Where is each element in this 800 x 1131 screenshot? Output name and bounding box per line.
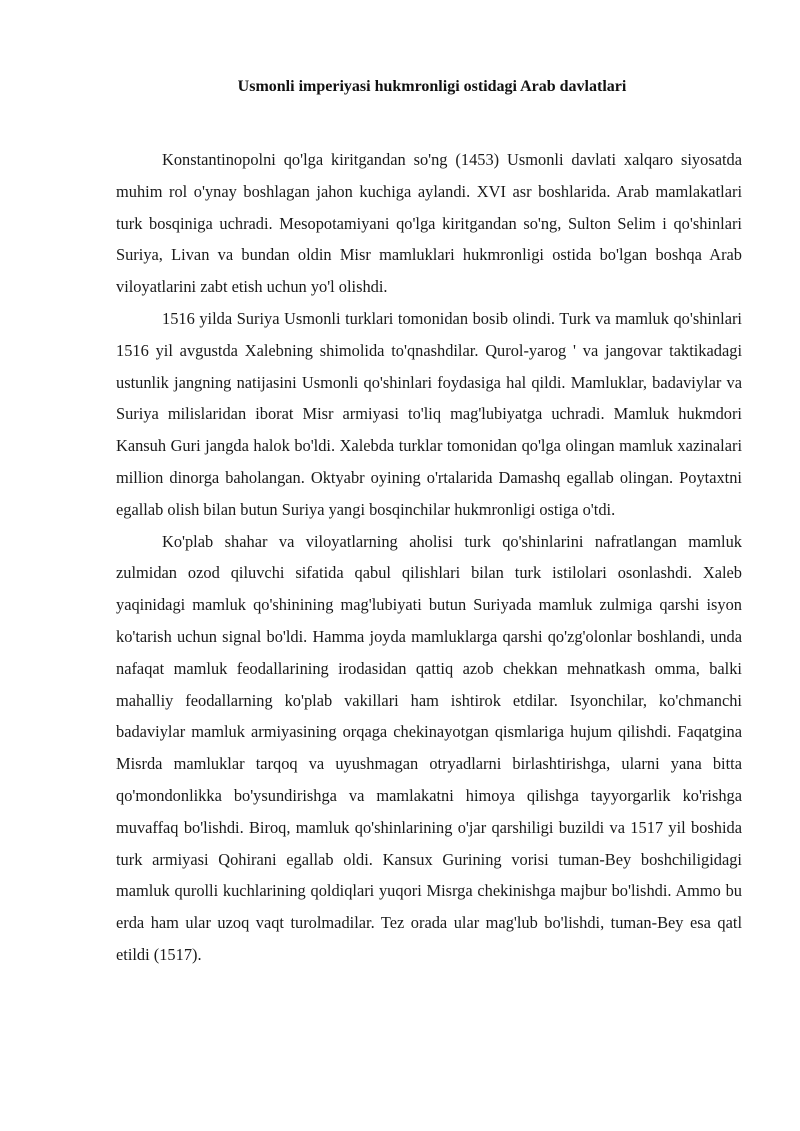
paragraph: Konstantinopolni qo'lga kiritgandan so'ng (1453) Usmonli davlati xalqaro siyosatda muhim rol o'ynay boshlagan jahon kuchiga aylandi. XVI asr boshlarida. Arab mamlakatlari turk bosqiniga uchradi. Mesopotamiyani qo'lga kiritgandan so'ng, Sulton Selim i qo'shinlari Suriya, Livan va bundan oldin Misr mamluklari hukmronligi ostida bo'lgan boshqa Arab viloyatlarini zabt etish uchun yo'l olishdi. [116,150,742,297]
document-body [116,144,742,971]
paragraph: 1516 yilda Suriya Usmonli turklari tomonidan bosib olindi. Turk va mamluk qo'shinlari 1516 yil avgustda Xalebning shimolida to'qnashdilar. Qurol-yarog ' va jangovar taktikadagi ustunlik jangning natijasini Usmonli qo'shinlari foydasiga hal qildi. Mamluklar, badaviylar va Suriya milislaridan iborat Misr armiyasi to'liq mag'lubiyatga uchradi. Mamluk hukmdori Kansuh Guri jangda halok bo'ldi. Xalebda turklar tomonidan qo'lga olingan mamluk xazinalari million dinorga baholangan. Oktyabr oyining o'rtalarida Damashq egallab olingan. Poytaxtni egallab olish bilan butun Suriya yangi bosqinchilar hukmronligi ostiga o'tdi. [116,308,742,519]
document-title: Usmonli imperiyasi hukmronligi ostidagi Arab davlatlari [237,78,627,95]
paragraph: Ko'plab shahar va viloyatlarning aholisi turk qo'shinlarini nafratlangan mamluk zulmidan ozod qiluvchi sifatida qabul qilishlari bilan turk istilolari osonlashdi. Xaleb yaqinidagi mamluk qo'shinining mag'lubiyati butun Suriyada mamluk zulmiga qarshi isyon ko'tarish uchun signal bo'ldi. Hamma joyda mamluklarga qarshi qo'zg'olonlar boshlandi, unda nafaqat mamluk feodallarining irodasidan qattiq azob chekkan mehnatkash omma, balki mahalliy feodallarning ko'plab vakillari ham ishtirok etdilar. Isyonchilar, ko'chmanchi badaviylar mamluk armiyasining orqaga chekinayotgan qismlariga hujum qilishdi. Faqatgina Misrda mamluklar tarqoq va uyushmagan otryadlarni birlashtirishga, ularni yana bitta qo'mondonlikka bo'ysundirishga va mamlakatni himoya qilishga tayyorgarlik ko'rishga muvaffaq bo'lishdi. Biroq, mamluk qo'shinlarining o'jar qarshiligi buzildi va 1517 yil boshida turk armiyasi Qohirani egallab oldi. Kansux Gurining vorisi tuman-Bey boshchiligidagi mamluk qurolli kuchlarining qoldiqlari yuqori Misrga chekinishga majbur bo'lishdi. Ammo bu erda ham ular uzoq vaqt turolmadilar. Tez orada ular mag'lub bo'lishdi, tuman-Bey esa qatl etildi (1517). [116,531,742,964]
